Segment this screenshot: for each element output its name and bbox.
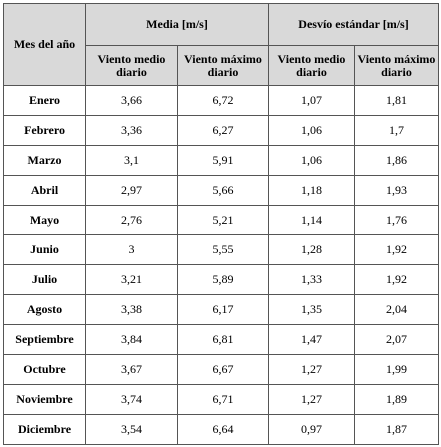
month-cell: Enero: [4, 86, 86, 116]
max-daily-value: 5,21: [178, 205, 269, 235]
header-row-groups: [4, 4, 439, 46]
std-max-daily-value: 2,07: [355, 325, 439, 355]
std-mean-daily-value: 1,33: [269, 265, 355, 295]
mean-daily-value: 3,21: [86, 265, 178, 295]
mean-daily-value: 2,97: [86, 175, 178, 205]
std-max-daily-value: 1,92: [355, 265, 439, 295]
table-row: [4, 115, 439, 145]
month-cell: Febrero: [4, 115, 86, 145]
table-row: [4, 325, 439, 355]
mean-daily-value: 3,66: [86, 86, 178, 116]
mean-daily-value: 3,36: [86, 115, 178, 145]
std-mean-daily-value: 1,06: [269, 115, 355, 145]
month-cell: Abril: [4, 175, 86, 205]
mean-daily-wind-header: Viento medio diario: [86, 46, 178, 86]
std-mean-daily-value: 1,14: [269, 205, 355, 235]
month-cell: Mayo: [4, 205, 86, 235]
max-daily-value: 5,66: [178, 175, 269, 205]
month-cell: Julio: [4, 265, 86, 295]
table-body: [4, 86, 439, 445]
mean-daily-value: 3,1: [86, 145, 178, 175]
std-max-daily-value: 2,04: [355, 295, 439, 325]
mean-daily-value: 3: [86, 235, 178, 265]
std-mean-daily-value: 1,27: [269, 384, 355, 414]
std-max-daily-value: 1,93: [355, 175, 439, 205]
std-max-daily-value: 1,92: [355, 235, 439, 265]
month-cell: Octubre: [4, 355, 86, 385]
mean-daily-value: 2,76: [86, 205, 178, 235]
month-cell: Junio: [4, 235, 86, 265]
std-max-daily-value: 1,7: [355, 115, 439, 145]
max-daily-wind-header: Viento máximo diario: [178, 46, 269, 86]
std-mean-daily-wind-header: Viento medio diario: [269, 46, 355, 86]
std-max-daily-value: 1,89: [355, 384, 439, 414]
table-row: [4, 235, 439, 265]
mean-daily-value: 3,84: [86, 325, 178, 355]
std-mean-daily-value: 1,18: [269, 175, 355, 205]
table-row: [4, 175, 439, 205]
max-daily-value: 5,91: [178, 145, 269, 175]
table-row: [4, 384, 439, 414]
table-row: [4, 355, 439, 385]
month-cell: Diciembre: [4, 414, 86, 444]
std-max-daily-value: 1,86: [355, 145, 439, 175]
month-cell: Marzo: [4, 145, 86, 175]
month-cell: Septiembre: [4, 325, 86, 355]
month-cell: Noviembre: [4, 384, 86, 414]
std-max-daily-value: 1,87: [355, 414, 439, 444]
table-header: [4, 4, 439, 86]
std-max-daily-value: 1,81: [355, 86, 439, 116]
max-daily-value: 6,81: [178, 325, 269, 355]
table-row: [4, 205, 439, 235]
std-mean-daily-value: 1,35: [269, 295, 355, 325]
std-mean-daily-value: 1,06: [269, 145, 355, 175]
std-max-daily-value: 1,76: [355, 205, 439, 235]
mean-daily-value: 3,54: [86, 414, 178, 444]
max-daily-value: 6,71: [178, 384, 269, 414]
std-max-daily-value: 1,99: [355, 355, 439, 385]
max-daily-value: 6,72: [178, 86, 269, 116]
table-row: [4, 295, 439, 325]
max-daily-value: 6,17: [178, 295, 269, 325]
std-max-daily-wind-header: Viento máximo diario: [355, 46, 439, 86]
mean-daily-value: 3,67: [86, 355, 178, 385]
std-group-header: Desvío estándar [m/s]: [269, 4, 439, 46]
wind-statistics-table: [3, 3, 439, 445]
std-mean-daily-value: 1,27: [269, 355, 355, 385]
max-daily-value: 5,89: [178, 265, 269, 295]
std-mean-daily-value: 1,07: [269, 86, 355, 116]
max-daily-value: 5,55: [178, 235, 269, 265]
table-row: [4, 265, 439, 295]
table-row: [4, 414, 439, 444]
std-mean-daily-value: 1,28: [269, 235, 355, 265]
std-mean-daily-value: 1,47: [269, 325, 355, 355]
max-daily-value: 6,64: [178, 414, 269, 444]
month-column-header: Mes del año: [4, 4, 86, 86]
table-row: [4, 145, 439, 175]
table-row: [4, 86, 439, 116]
mean-daily-value: 3,74: [86, 384, 178, 414]
mean-daily-value: 3,38: [86, 295, 178, 325]
max-daily-value: 6,67: [178, 355, 269, 385]
std-mean-daily-value: 0,97: [269, 414, 355, 444]
month-cell: Agosto: [4, 295, 86, 325]
max-daily-value: 6,27: [178, 115, 269, 145]
mean-group-header: Media [m/s]: [86, 4, 269, 46]
